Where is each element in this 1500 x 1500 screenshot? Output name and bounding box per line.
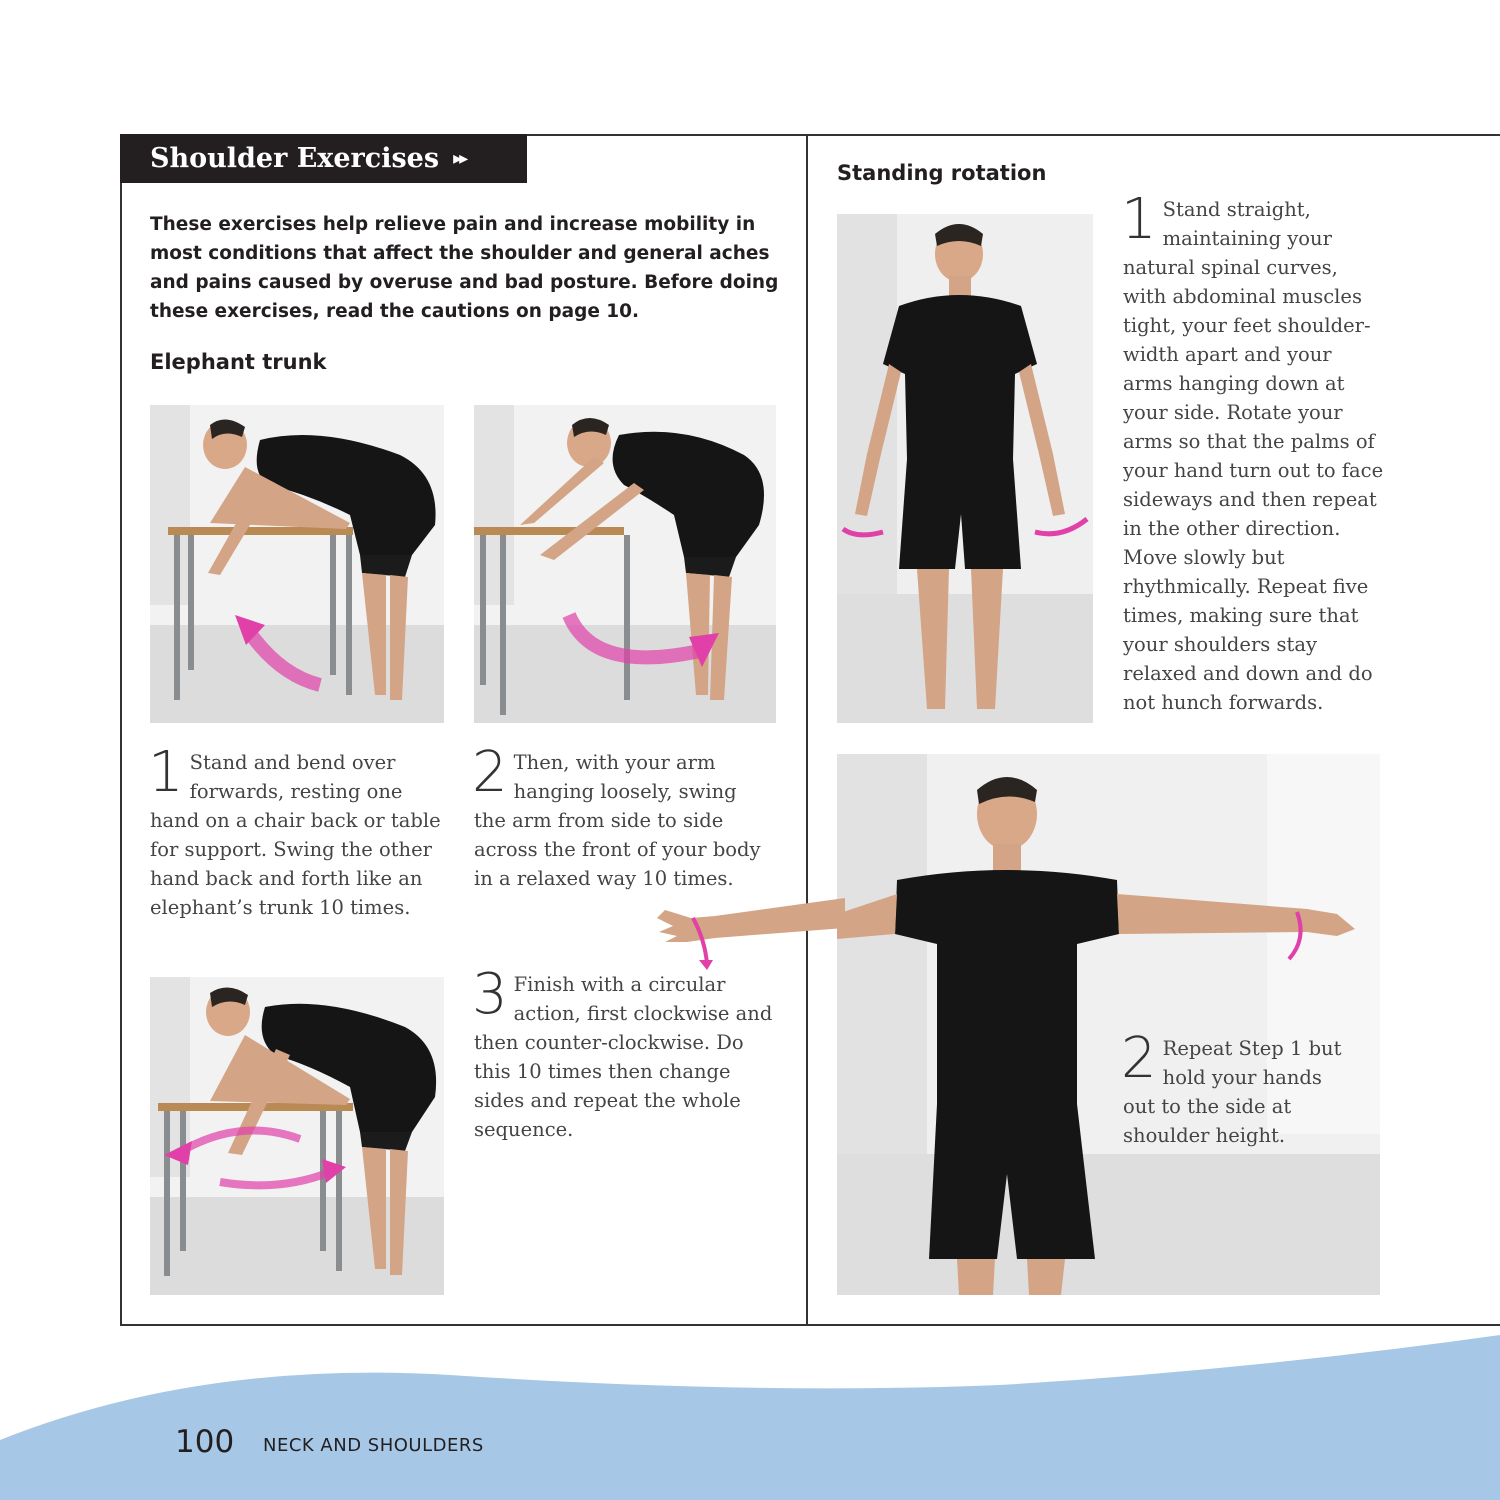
elephant-step-2 <box>472 740 774 893</box>
rotation-step-1 <box>1121 187 1385 717</box>
elephant-step-1 <box>148 740 450 922</box>
outstretched-arm <box>655 880 845 970</box>
double-arrow-icon: ▸▸ <box>453 148 466 169</box>
section-title: NECK AND SHOULDERS <box>263 1435 484 1456</box>
step-number: 2 <box>1121 1026 1157 1091</box>
step-number: 1 <box>148 740 184 805</box>
step-number: 3 <box>472 962 508 1027</box>
standing-rotation-heading: Standing rotation <box>837 161 1047 185</box>
page-number: 100 <box>175 1424 235 1460</box>
step-text: Finish with a circular action, first clockwise and then counter-clockwise. Do this 10 times then change sides and repeat the whole sequence. <box>474 973 773 1141</box>
standing-rotation-photo-2 <box>837 754 1380 1295</box>
elephant-step-3 <box>472 962 778 1144</box>
step-number: 2 <box>472 740 508 805</box>
elephant-trunk-photo-2 <box>474 405 776 723</box>
elephant-trunk-photo-1 <box>150 405 444 723</box>
elephant-trunk-heading: Elephant trunk <box>150 350 327 374</box>
step-text: Stand and bend over forwards, resting one hand on a chair back or table for support. Swing the other hand back and forth like an elephant’s trunk 10 times. <box>150 751 441 919</box>
standing-rotation-photo-1 <box>837 214 1093 723</box>
footer-wave <box>0 1330 1500 1500</box>
intro-text: These exercises help relieve pain and increase mobility in most conditions that affect the shoulder and general aches and pains caused by overuse and bad posture. Before doing these exercises, read the cautions on page 10. <box>150 214 779 322</box>
section-banner <box>120 134 527 183</box>
rotation-step-2 <box>1121 1026 1345 1150</box>
step-text: Stand straight, maintaining your natural spinal curves, with abdominal muscles tight, your feet shoulder-width apart and your arms hanging down at your side. Rotate your arms so that the palms of your hand turn out to face sideways and then repeat in the other direction. Move slowly but rhythmically. Repeat five times, making sure that your shoulders stay relaxed and down and do not hunch forwards. <box>1123 198 1384 714</box>
elephant-trunk-photo-3 <box>150 977 444 1295</box>
banner-title: Shoulder Exercises <box>150 143 440 174</box>
step-number: 1 <box>1121 187 1157 252</box>
step-text: Then, with your arm hanging loosely, swing the arm from side to side across the front of your body in a relaxed way 10 times. <box>474 751 761 890</box>
column-divider <box>806 134 808 1326</box>
step-text: Repeat Step 1 but hold your hands out to the side at shoulder height. <box>1123 1037 1342 1147</box>
